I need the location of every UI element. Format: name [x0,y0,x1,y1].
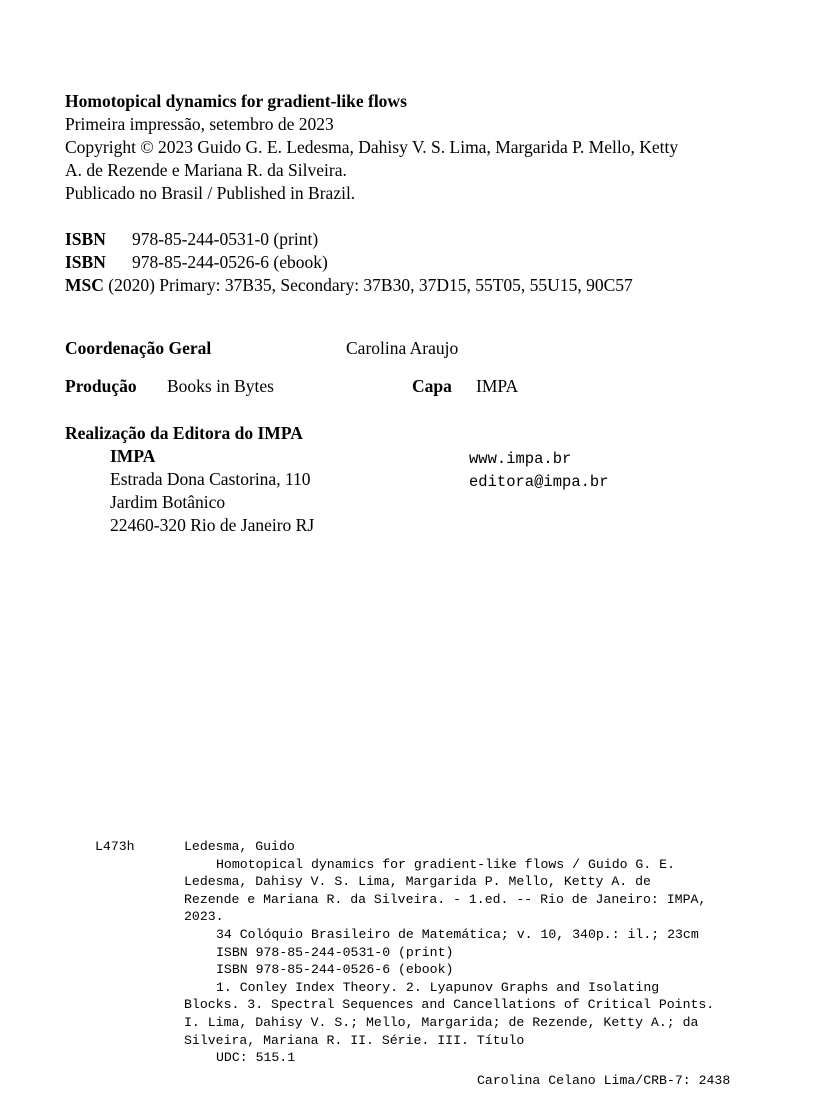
catalog-code: L473h [95,839,135,854]
catalog-line: ISBN 978-85-244-0531-0 (print) [216,944,454,960]
isbn-label: ISBN [65,252,106,272]
publisher-website[interactable]: www.impa.br [469,450,572,468]
book-title: Homotopical dynamics for gradient-like flows [65,91,407,111]
coordination-value: Carolina Araujo [346,338,459,358]
msc-value: (2020) Primary: 37B35, Secondary: 37B30, 37D15, 55T05, 55U15, 90C57 [108,275,633,295]
catalog-line: Homotopical dynamics for gradient-like flows / Guido G. E. [216,856,675,872]
production-label: Produção [65,376,137,396]
catalog-line: Ledesma, Dahisy V. S. Lima, Margarida P. Mello, Ketty A. de [184,874,651,890]
cover-value: IMPA [476,376,519,396]
catalog-line: 2023. [184,909,224,925]
msc-row [65,274,633,297]
publisher-street: Estrada Dona Castorina, 110 [110,469,311,489]
catalog-line: 1. Conley Index Theory. 2. Lyapunov Graphs and Isolating [216,979,660,995]
copyright-line-2: A. de Rezende e Mariana R. da Silveira. [65,160,347,180]
catalog-line: UDC: 515.1 [216,1050,296,1066]
coordination-label: Coordenação Geral [65,338,212,358]
isbn-label: ISBN [65,229,106,249]
catalog-line: ISBN 978-85-244-0526-6 (ebook) [216,962,454,978]
catalog-signature: Carolina Celano Lima/CRB-7: 2438 [477,1073,731,1088]
publisher-district: Jardim Botânico [110,492,226,512]
publisher-address [110,445,314,537]
catalog-entry [184,838,774,1067]
cover-label: Capa [412,376,452,396]
isbn-print: 978-85-244-0531-0 (print) [132,229,319,249]
copyright-line-1: Copyright © 2023 Guido G. E. Ledesma, Dahisy V. S. Lima, Margarida P. Mello, Ketty [65,137,679,157]
colophon-header [65,90,785,205]
msc-label: MSC [65,275,104,295]
production-value: Books in Bytes [167,376,274,396]
publisher-heading: Realização da Editora do IMPA [65,423,303,443]
publisher-email[interactable]: editora@impa.br [469,473,609,491]
isbn-print-row [65,228,633,251]
catalog-line: Blocks. 3. Spectral Sequences and Cancellations of Critical Points. [184,997,715,1013]
published-info: Publicado no Brasil / Published in Brazil. [65,183,356,203]
catalog-line: Silveira, Mariana R. II. Série. III. Título [184,1032,525,1048]
catalog-line: I. Lima, Dahisy V. S.; Mello, Margarida; de Rezende, Ketty A.; da [184,1014,699,1030]
identifiers-block [65,228,633,297]
publisher-contact [469,448,609,494]
isbn-ebook-row [65,251,633,274]
printing-info: Primeira impressão, setembro de 2023 [65,114,334,134]
catalog-line: Rezende e Mariana R. da Silveira. - 1.ed. -- Rio de Janeiro: IMPA, [184,891,707,907]
publisher-city: 22460-320 Rio de Janeiro RJ [110,515,315,535]
publisher-name: IMPA [110,446,156,466]
catalog-line: 34 Colóquio Brasileiro de Matemática; v. 10, 340p.: il.; 23cm [216,926,699,942]
isbn-ebook: 978-85-244-0526-6 (ebook) [132,252,328,272]
catalog-line: Ledesma, Guido [184,839,295,854]
